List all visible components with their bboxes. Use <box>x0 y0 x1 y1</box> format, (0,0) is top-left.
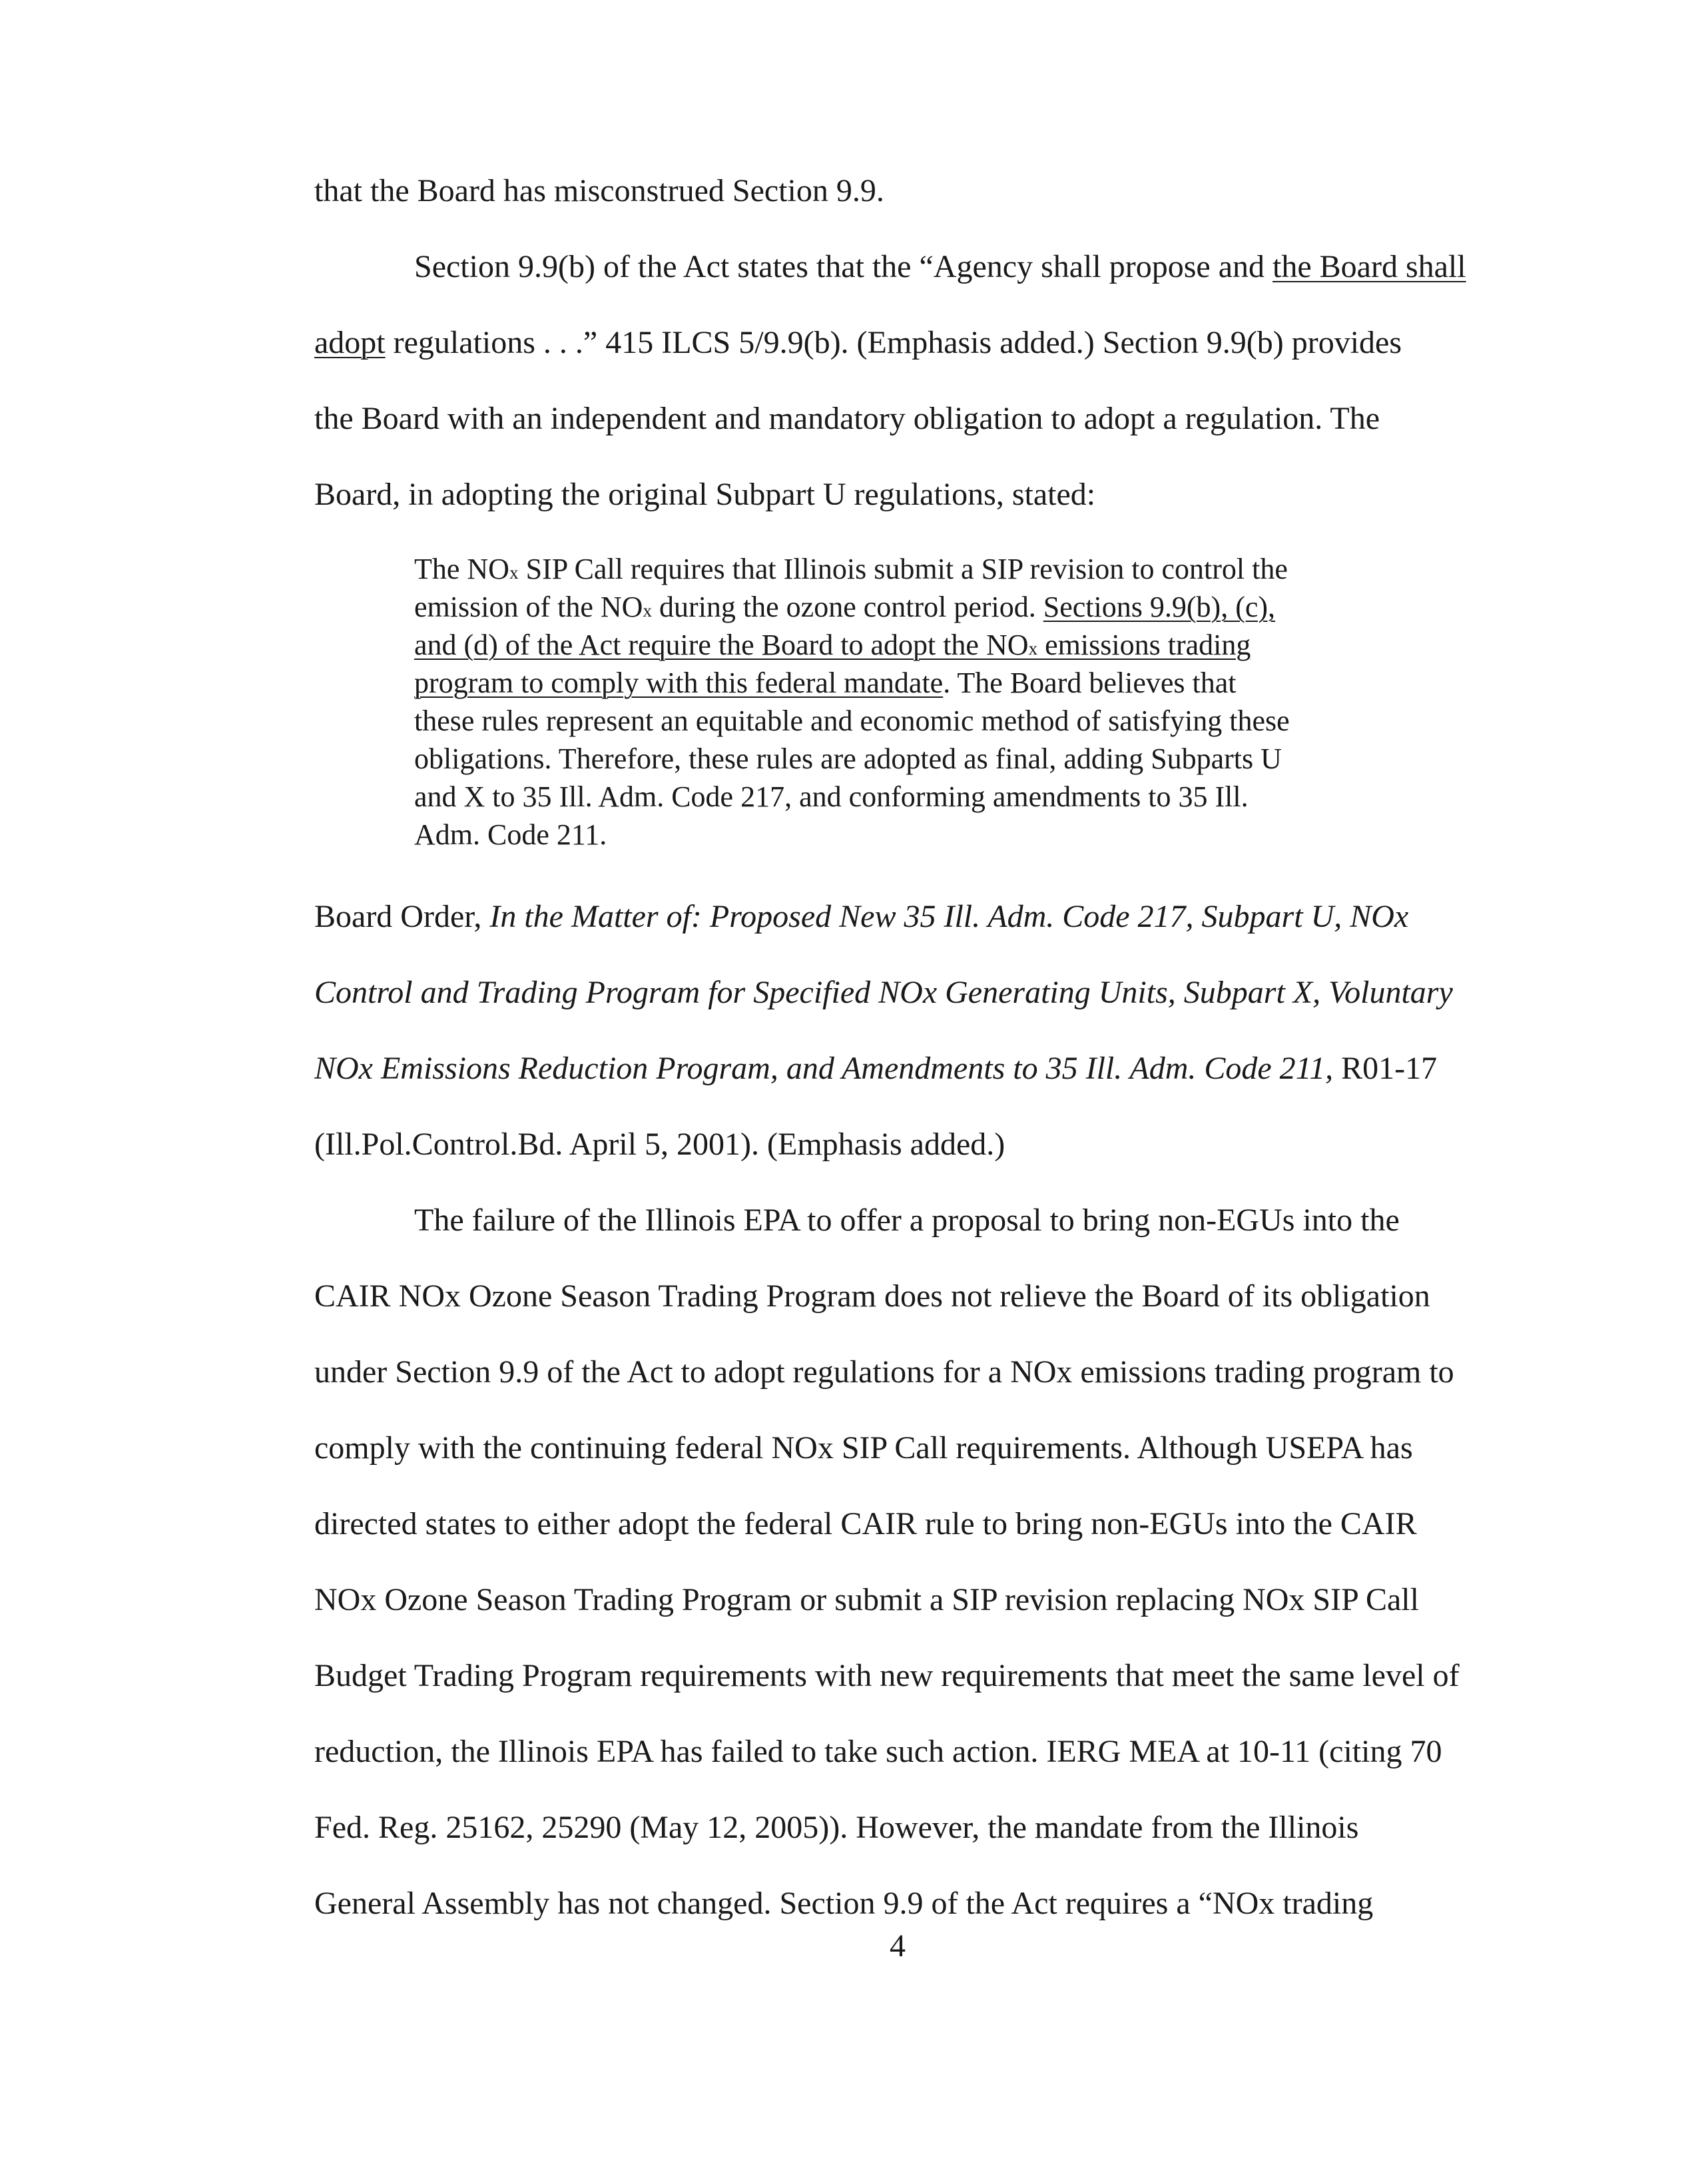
paragraph-line: CAIR NOx Ozone Season Trading Program does not relieve the Board of its obligation <box>314 1278 1430 1314</box>
paragraph-line: directed states to either adopt the federal CAIR rule to bring non-EGUs into the CAIR <box>314 1506 1417 1541</box>
emphasis-underline: program to comply with this federal mandate <box>414 667 944 699</box>
paragraph-line: Budget Trading Program requirements with new requirements that meet the same level of <box>314 1658 1460 1693</box>
emphasis-underline: Sections 9.9(b), (c), <box>1043 591 1276 623</box>
quote-line: obligations. Therefore, these rules are adopted as final, adding Subparts U <box>414 742 1282 775</box>
block-quote <box>414 550 1480 854</box>
case-title: In the Matter of: Proposed New 35 Ill. Adm. Code 217, Subpart U, NOx <box>489 899 1409 934</box>
paragraph-line: The failure of the Illinois EPA to offer a proposal to bring non-EGUs into the <box>414 1203 1400 1238</box>
body-line-5: Board, in adopting the original Subpart U regulations, stated: <box>314 477 1096 512</box>
quote-line: The NOx SIP Call requires that Illinois submit a SIP revision to control the <box>414 553 1288 585</box>
paragraph-line: Fed. Reg. 25162, 25290 (May 12, 2005)). However, the mandate from the Illinois <box>314 1810 1359 1845</box>
quote-line: these rules represent an equitable and economic method of satisfying these <box>414 704 1290 737</box>
case-title: Control and Trading Program for Specified NOx Generating Units, Subpart X, Voluntary <box>314 975 1453 1010</box>
quote-line: Adm. Code 211. <box>414 818 607 851</box>
emphasis-underline: adopt <box>314 325 386 360</box>
body-line-1: that the Board has misconstrued Section 9.9. <box>314 173 884 208</box>
citation-line-3: NOx Emissions Reduction Program, and Amendments to 35 Ill. Adm. Code 211, R01-17 <box>314 1051 1438 1086</box>
body-line-4: the Board with an independent and mandatory obligation to adopt a regulation. The <box>314 401 1380 436</box>
quote-line <box>414 626 1480 664</box>
emphasis-underline: and (d) of the Act require the Board to adopt the NOx emissions trading <box>414 629 1251 661</box>
citation-line-2 <box>314 977 1453 1009</box>
paragraph-line: General Assembly has not changed. Section 9.9 of the Act requires a “NOx trading <box>314 1886 1374 1921</box>
paragraph-line: reduction, the Illinois EPA has failed to take such action. IERG MEA at 10-11 (citing 70 <box>314 1734 1442 1769</box>
paragraph-line: under Section 9.9 of the Act to adopt regulations for a NOx emissions trading program to <box>314 1354 1454 1390</box>
body-line-3: adopt regulations . . .” 415 ILCS 5/9.9(b). (Emphasis added.) Section 9.9(b) provides <box>314 325 1402 360</box>
quote-line: program to comply with this federal mandate. The Board believes that <box>414 667 1237 699</box>
case-title: NOx Emissions Reduction Program, and Amendments to 35 Ill. Adm. Code 211, <box>314 1051 1334 1086</box>
quote-line: emission of the NOx during the ozone control period. Sections 9.9(b), (c), <box>414 591 1276 623</box>
quote-line: and X to 35 Ill. Adm. Code 217, and conforming amendments to 35 Ill. <box>414 780 1249 813</box>
body-line-2: Section 9.9(b) of the Act states that the “Agency shall propose and the Board shall <box>414 249 1466 284</box>
page-number: 4 <box>890 1928 906 1964</box>
citation-line-1: Board Order, In the Matter of: Proposed New 35 Ill. Adm. Code 217, Subpart U, NOx <box>314 899 1409 934</box>
paragraph-line: comply with the continuing federal NOx SIP Call requirements. Although USEPA has <box>314 1430 1413 1466</box>
paragraph-line: NOx Ozone Season Trading Program or submit a SIP revision replacing NOx SIP Call <box>314 1582 1419 1617</box>
emphasis-underline: the Board shall <box>1272 249 1466 284</box>
citation-line-4: (Ill.Pol.Control.Bd. April 5, 2001). (Emphasis added.) <box>314 1127 1005 1162</box>
